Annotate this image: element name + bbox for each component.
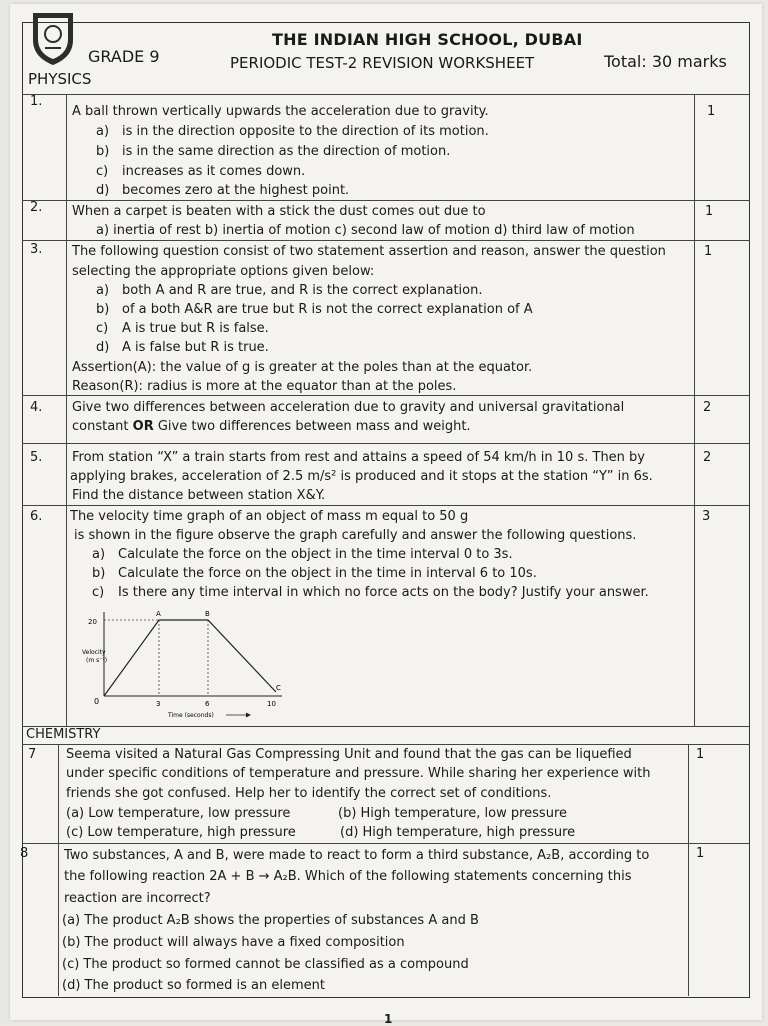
option-text: A is true but R is false.: [122, 321, 269, 336]
question-text: When a carpet is beaten with a stick the dust comes out due to: [72, 204, 486, 219]
option-item: (b) The product will always have a fixed composition: [62, 935, 405, 950]
question-text: Find the distance between station X&Y.: [72, 488, 326, 503]
question-text: A ball thrown vertically upwards the acceleration due to gravity.: [72, 104, 489, 119]
arrow-head-icon: [246, 713, 251, 718]
school-name: THE INDIAN HIGH SCHOOL, DUBAI: [272, 30, 583, 49]
option-item: (d) High temperature, high pressure: [340, 825, 576, 840]
question-marks: 1: [696, 747, 705, 762]
option-item: (a) The product A₂B shows the properties of substances A and B: [62, 913, 479, 928]
option-letter: d): [96, 183, 110, 198]
or-keyword: OR: [132, 419, 154, 434]
option-letter: b): [96, 144, 110, 159]
question-text: The velocity time graph of an object of mass m equal to 50 g: [70, 509, 469, 524]
question-text: applying brakes, acceleration of 2.5 m/s² is produced and it stops at the station “Y” in 6s.: [70, 469, 653, 484]
grade-label: GRADE 9: [88, 47, 160, 66]
marks-column-divider-chem: [688, 744, 689, 996]
option-text: becomes zero at the highest point.: [122, 183, 350, 198]
option-item: [92, 566, 537, 581]
question-number: 2.: [30, 200, 43, 215]
question-text: [72, 419, 471, 435]
test-title: PERIODIC TEST-2 REVISION WORKSHEET: [230, 54, 535, 72]
question-marks: 1: [705, 204, 714, 219]
question-marks: 2: [703, 450, 712, 465]
option-item: [96, 144, 450, 159]
question-marks: 2: [703, 400, 712, 415]
question-number: 7: [28, 747, 37, 762]
question-text-part: Give two differences between mass and weight.: [153, 419, 471, 434]
row-divider: [22, 744, 750, 745]
option-item: [96, 302, 533, 317]
option-item: [92, 547, 513, 562]
option-text: A is false but R is true.: [122, 340, 269, 355]
option-item: [96, 283, 482, 298]
option-letter: a): [92, 547, 106, 562]
option-letter: a): [96, 283, 110, 298]
row-divider: [22, 240, 750, 241]
origin-label: 0: [94, 697, 100, 706]
row-divider: [22, 200, 750, 201]
x-axis-label: Time (seconds): [168, 712, 214, 719]
question-marks: 1: [696, 846, 705, 861]
option-item: [96, 321, 269, 336]
question-text-part: constant: [72, 419, 133, 434]
question-text: From station “X” a train starts from rest and attains a speed of 54 km/h in 10 s. Then by: [72, 450, 645, 465]
option-text: increases as it comes down.: [122, 164, 306, 179]
question-marks: 3: [702, 509, 711, 524]
option-letter: c): [96, 164, 109, 179]
marks-column-divider: [694, 94, 695, 726]
option-item: (a) Low temperature, low pressure: [66, 806, 291, 821]
question-text: Seema visited a Natural Gas Compressing Unit and found that the gas can be liquefied: [66, 747, 632, 762]
reason-text: Reason(R): radius is more at the equator than at the poles.: [72, 379, 457, 394]
option-text: Is there any time interval in which no force acts on the body? Justify your answer.: [118, 585, 649, 600]
question-number: 1.: [30, 94, 43, 109]
option-item: (c) Low temperature, high pressure: [66, 825, 296, 840]
page-number: 1: [384, 1012, 393, 1026]
option-letter: b): [92, 566, 106, 581]
option-letter: c): [96, 321, 109, 336]
point-label-a: A: [156, 610, 161, 618]
number-column-divider-chem: [58, 744, 59, 996]
question-marks: 1: [704, 244, 713, 259]
option-text: is in the direction opposite to the direction of its motion.: [122, 124, 489, 139]
x-tick-label: 10: [267, 700, 276, 708]
option-item: [92, 585, 649, 600]
question-text: Give two differences between acceleration due to gravity and universal gravitational: [72, 400, 625, 415]
option-text: is in the same direction as the direction of motion.: [122, 144, 451, 159]
question-text: friends she got confused. Help her to identify the correct set of conditions.: [66, 786, 552, 801]
velocity-time-graph: [82, 608, 286, 724]
option-item: (c) The product so formed cannot be classified as a compound: [62, 957, 469, 972]
option-letter: c): [92, 585, 105, 600]
row-divider: [22, 726, 750, 727]
section-chemistry: CHEMISTRY: [26, 727, 101, 742]
question-text: under specific conditions of temperature and pressure. While sharing her experience with: [66, 766, 651, 781]
question-number: 5.: [30, 450, 43, 465]
question-number: 3.: [30, 242, 43, 257]
option-item: [96, 124, 489, 139]
question-text: selecting the appropriate options given below:: [72, 264, 375, 279]
row-divider: [22, 505, 750, 506]
option-letter: b): [96, 302, 110, 317]
option-row: a) inertia of rest b) inertia of motion c) second law of motion d) third law of motion: [96, 223, 635, 238]
option-text: of a both A&R are true but R is not the correct explanation of A: [122, 302, 533, 317]
assertion-text: Assertion(A): the value of g is greater at the poles than at the equator.: [72, 360, 533, 375]
question-number: 4.: [30, 400, 43, 415]
question-text: Two substances, A and B, were made to react to form a third substance, A₂B, according to: [64, 848, 650, 863]
row-divider: [22, 94, 750, 95]
number-column-divider: [66, 94, 67, 726]
question-number: 8: [20, 846, 29, 861]
option-item: [96, 340, 269, 355]
row-divider: [22, 843, 750, 844]
row-divider: [22, 443, 750, 444]
question-text: reaction are incorrect?: [64, 891, 211, 906]
question-text: the following reaction 2A + B → A₂B. Which of the following statements concerning this: [64, 869, 632, 884]
x-tick-label: 6: [205, 700, 210, 708]
point-label-c: C: [276, 684, 281, 692]
option-text: Calculate the force on the object in the time in interval 6 to 10s.: [118, 566, 537, 581]
row-divider: [22, 395, 750, 396]
option-item: (b) High temperature, low pressure: [338, 806, 567, 821]
question-number: 6.: [30, 509, 43, 524]
option-item: (d) The product so formed is an element: [62, 978, 325, 993]
point-label-b: B: [205, 610, 210, 618]
y-axis-label: Velocity: [82, 649, 106, 656]
option-text: Calculate the force on the object in the time interval 0 to 3s.: [118, 547, 513, 562]
option-item: [96, 164, 305, 179]
option-letter: d): [96, 340, 110, 355]
question-text: is shown in the figure observe the graph carefully and answer the following questions.: [74, 528, 637, 543]
y-tick-label: 20: [88, 618, 97, 626]
velocity-line: [104, 620, 276, 696]
option-text: both A and R are true, and R is the correct explanation.: [122, 283, 483, 298]
y-axis-unit: (m s⁻¹): [86, 657, 108, 664]
option-item: [96, 183, 349, 198]
question-marks: 1: [707, 104, 716, 119]
x-tick-label: 3: [156, 700, 161, 708]
total-marks: Total: 30 marks: [604, 52, 727, 71]
option-letter: a): [96, 124, 110, 139]
section-physics: PHYSICS: [28, 70, 92, 88]
question-text: The following question consist of two statement assertion and reason, answer the question: [72, 244, 666, 259]
